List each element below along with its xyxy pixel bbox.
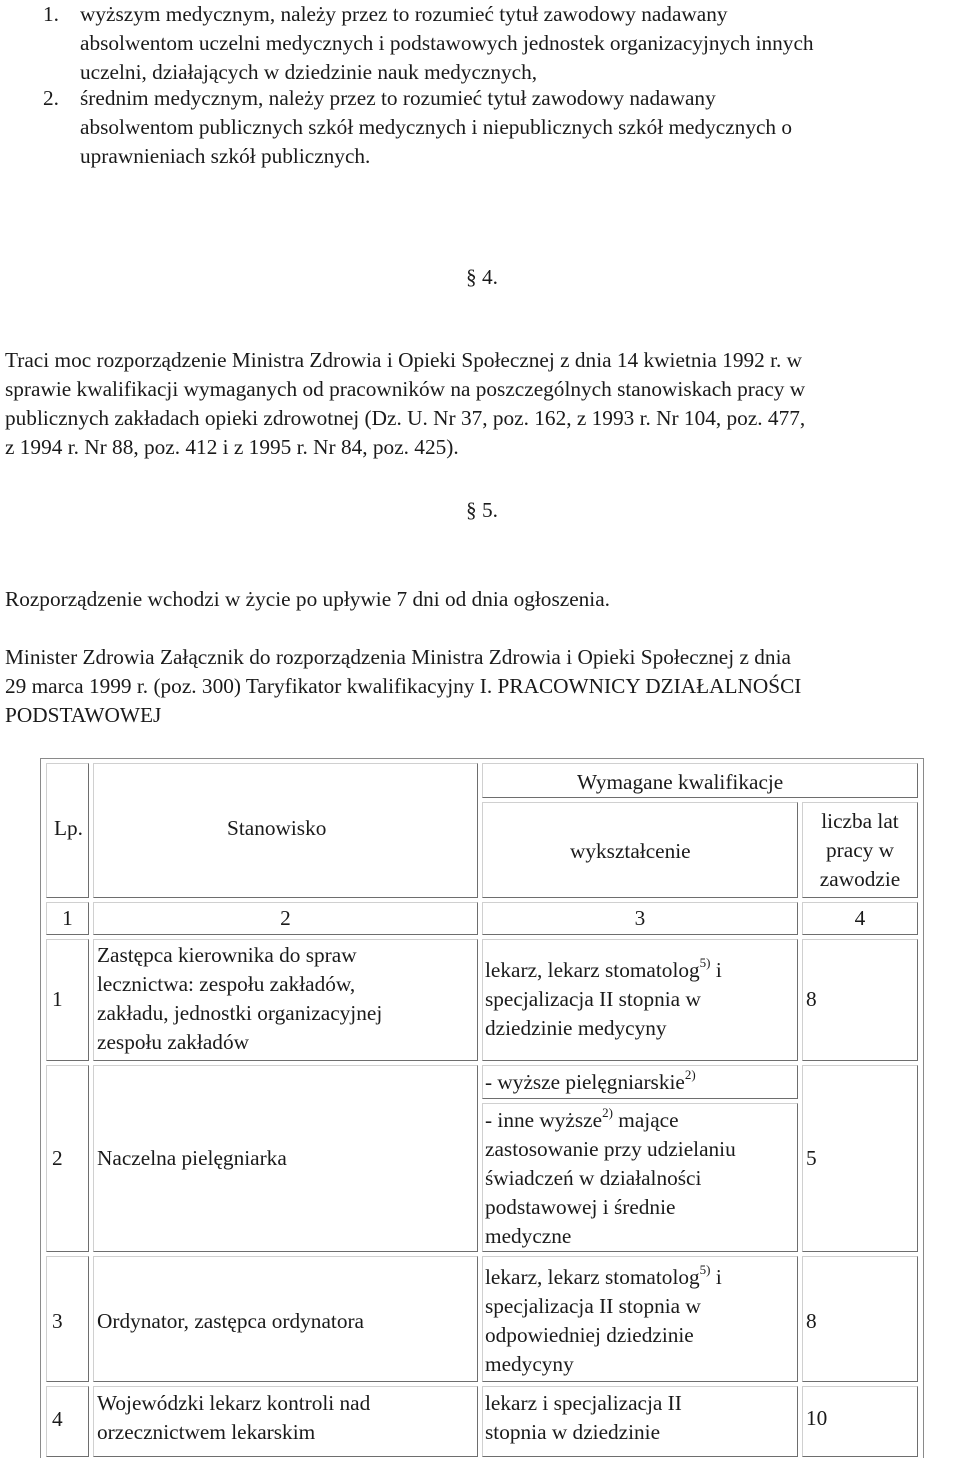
table-row-4-lp: 4: [52, 1407, 63, 1431]
table-row-2-lp: 2: [52, 1146, 63, 1170]
table-row-2-stanowisko: Naczelna pielęgniarka: [97, 1146, 287, 1170]
table-row-4-lata: 10: [806, 1406, 828, 1430]
table-row-2-wyksztalcenie-a: - wyższe pielęgniarskie$^{2)}$: [485, 1066, 696, 1094]
repeal-paragraph: Traci moc rozporządzenie Ministra Zdrowia i Opieki Społecznej z dnia 14 kwietnia 1992 r. w sprawie kwalifikacji wymaganych od pracowników na poszczególnych stanowiskach pracy w publicznych zakładach opieki zdrowotnej (Dz. U. Nr 37, poz. 162, z 1993 r. Nr 104, poz. 477, z 1994 r. Nr 88, poz. 412 i z 1995 r. Nr 84, poz. 425).: [5, 348, 806, 459]
footnote-ref: 2): [684, 1066, 696, 1082]
header-stanowisko: Stanowisko: [227, 816, 327, 840]
annex-paragraph: Minister Zdrowia Załącznik do rozporządzenia Ministra Zdrowia i Opieki Społecznej z dnia 29 marca 1999 r. (poz. 300) Taryfikator kwalifikacyjny I. PRACOWNICY DZIAŁALNOŚCI PODSTAWOWEJ: [5, 645, 802, 727]
table-row-3-wyksztalcenie: lekarz, lekarz stomatolog$^{5)}$ i specjalizacja II stopnia w odpowiedniej dziedzinie medycyny: [485, 1261, 722, 1376]
table-row-1-lata: 8: [806, 987, 817, 1011]
header-lp: Lp.: [54, 816, 83, 840]
footnote-ref: 2): [602, 1104, 613, 1120]
table-row-1-stanowisko: Zastępca kierownika do spraw lecznictwa: zespołu zakładów, zakładu, jednostki organizacyjnej zespołu zakładów: [97, 943, 383, 1054]
column-number: 1: [62, 906, 73, 930]
cell-border: [802, 1065, 918, 1252]
table-row-1-wyksztalcenie: lekarz, lekarz stomatolog$^{5)}$ i specjalizacja II stopnia w dziedzinie medycyny: [485, 954, 722, 1040]
table-row-2-lata: 5: [806, 1146, 817, 1170]
header-liczba-lat: liczba lat pracy w zawodzie: [819, 809, 901, 891]
section-4-heading: § 4.: [466, 265, 498, 289]
column-number: 2: [280, 906, 291, 930]
table-row-3-lp: 3: [52, 1309, 63, 1333]
table-row-4-wyksztalcenie: lekarz i specjalizacja II stopnia w dziedzinie: [485, 1391, 682, 1444]
list-number: 1.: [43, 2, 59, 26]
cell-border: [802, 939, 918, 1061]
list-text: średnim medycznym, należy przez to rozumieć tytuł zawodowy nadawany absolwentom publicznych szkół medycznych i niepublicznych szkół medycznych o uprawnieniach szkół publicznych.: [80, 86, 793, 168]
entry-into-force-paragraph: Rozporządzenie wchodzi w życie po upływie 7 dni od dnia ogłoszenia.: [5, 587, 610, 611]
table-row-3-lata: 8: [806, 1309, 817, 1333]
footnote-ref: 5): [699, 954, 711, 970]
column-number: 3: [634, 906, 646, 930]
table-row-2-wyksztalcenie-b: - inne wyższe$^{2)}$ mające zastosowanie przy udzielaniu świadczeń w działalności podstawowej i średnie medyczne: [485, 1104, 736, 1248]
table-row-4-stanowisko: Wojewódzki lekarz kontroli nad orzecznictwem lekarskim: [97, 1391, 371, 1444]
table-row-3-stanowisko: Ordynator, zastępca ordynatora: [97, 1309, 365, 1333]
list-text: wyższym medycznym, należy przez to rozumieć tytuł zawodowy nadawany absolwentom uczelni medycznych i podstawowych jednostek organizacyjnych innych uczelni, działających w dziedzinie nauk medycznych,: [80, 2, 814, 84]
header-wymagane-kwalifikacje: Wymagane kwalifikacje: [577, 770, 784, 794]
cell-border: [802, 1256, 918, 1382]
header-wyksztalcenie: wykształcenie: [570, 839, 691, 863]
section-5-heading: § 5.: [466, 498, 498, 522]
column-number: 4: [854, 906, 866, 930]
list-number: 2.: [43, 86, 59, 110]
footnote-ref: 5): [699, 1261, 711, 1277]
table-row-1-lp: 1: [52, 987, 63, 1011]
